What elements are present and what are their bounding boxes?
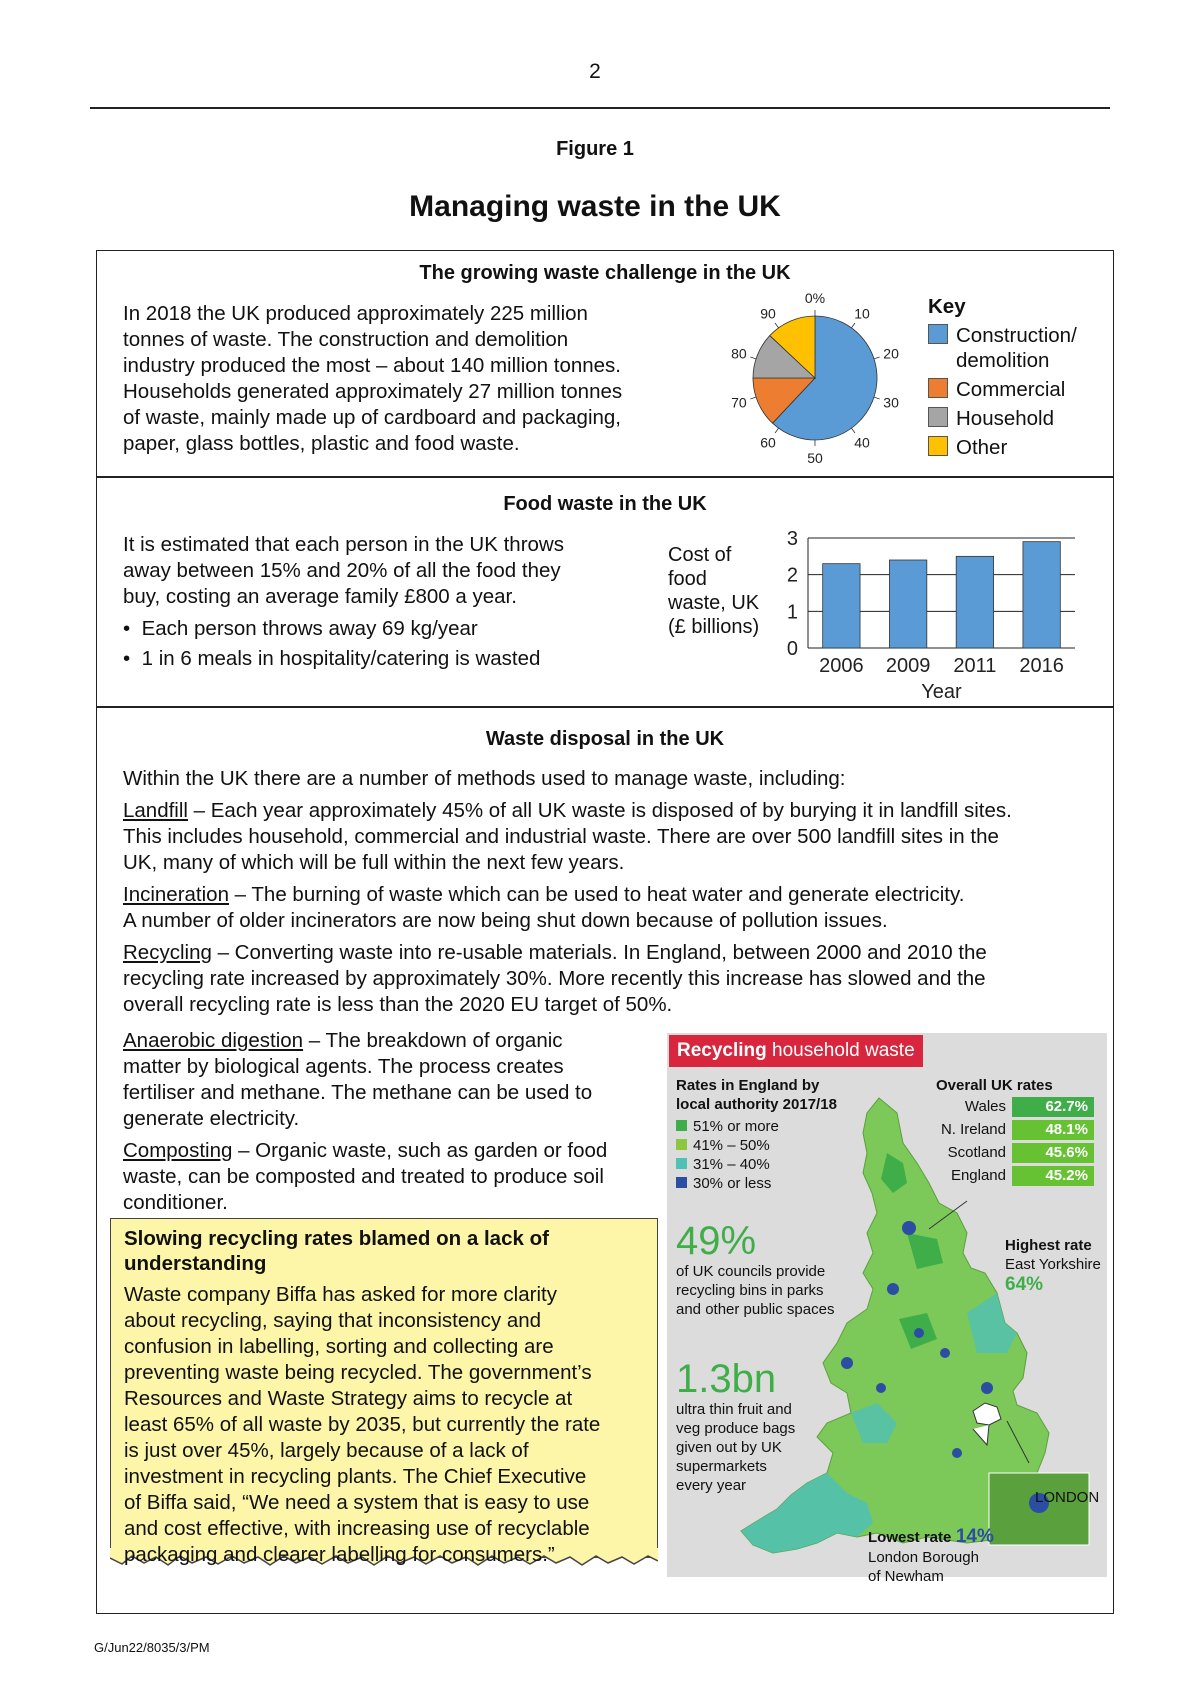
bar-xlabel: Year (921, 681, 962, 703)
pie-tick-label: 10 (854, 305, 870, 322)
key-swatch (928, 407, 948, 427)
stat-councils: 49% of UK councils provide recycling bins in parks and other public spaces (676, 1219, 835, 1318)
pie-tick-label: 70 (731, 394, 747, 411)
bar-2009 (889, 560, 926, 648)
pie-tick (750, 397, 756, 399)
pie-tick (775, 428, 779, 433)
pie-tick-label: 80 (731, 345, 747, 362)
section-divider (96, 476, 1114, 478)
pie-tick-label: 60 (760, 434, 776, 451)
footer-code: G/Jun22/8035/3/PM (94, 1640, 210, 1655)
legend-item: 41% – 50% (676, 1136, 876, 1155)
bar-ytick-label: 0 (786, 638, 798, 660)
lowest-rate: Lowest rate 14% London Borough of Newham (868, 1526, 994, 1585)
key-swatch (928, 436, 948, 456)
stat-produce-bags: 1.3bn ultra thin fruit and veg produce bags given out by UK supermarkets every year (676, 1357, 796, 1494)
pie-tick (874, 397, 880, 399)
key-title: Key (928, 295, 966, 318)
key-item-household: Household (928, 406, 1108, 431)
figure-label: Figure 1 (556, 138, 634, 160)
waste-disposal-text: Within the UK there are a number of methods used to manage waste, including: Landfill – Each year approximately 45% of all UK waste is disposed of by burying it in landfill sites. This includes household, commercial and industrial waste. There are over 500 landfill sites in the UK, many of which will be full within the next few years. Incineration – The burning of waste which can be used to heat water and generate electricity. A number of older incinerators are now being shut down because of pollution issues. Recycling – Converting waste into re-usable materials. In England, between 2000 and 2010 the recycling rate increased by approximately 30%. More recently this increase has slowed and the overall recycling rate is less than the 2020 EU target of 50%. (123, 766, 1103, 1018)
legend-item: 51% or more (676, 1117, 876, 1136)
bar-ytick-label: 1 (786, 601, 798, 624)
news-title: Slowing recycling rates blamed on a lack of understanding (124, 1227, 549, 1275)
pie-key (928, 295, 1108, 460)
bar-2011 (956, 556, 993, 648)
composting-paragraph: Composting – Organic waste, such as garden or food waste, can be composted and treated to produce soil conditioner. (123, 1139, 608, 1214)
pie-tick (874, 357, 880, 359)
food-waste-text: It is estimated that each person in the UK throws away between 15% and 20% of all the food they buy, costing an average family £800 a year. • Each person throws away 69 kg/year • 1 in 6 meals in hospitality/catering is wasted (123, 532, 603, 672)
waste-pie-chart (700, 290, 915, 480)
overall-uk-rates: Overall UK rates Wales 62.7% N. Ireland 48.1% Scotland 45.6% England 45.2% (900, 1076, 1100, 1187)
pie-tick (750, 357, 756, 359)
waste-challenge-text: In 2018 the UK produced approximately 225 million tonnes of waste. The construction and demolition industry produced the most – about 140 million tonnes. Households generated approximately 27 million tonnes of waste, mainly made up of cardboard and packaging, paper, glass bottles, plastic and food waste. (123, 302, 623, 455)
bar-xtick-label: 2009 (885, 655, 931, 677)
key-swatch (928, 378, 948, 398)
pie-tick-label: 40 (854, 434, 870, 451)
bar-xtick-label: 2011 (953, 655, 997, 677)
page-title: Managing waste in the UK (409, 190, 781, 223)
pie-tick-label: 90 (760, 305, 776, 322)
bullet-item: • 1 in 6 meals in hospitality/catering is wasted (123, 647, 541, 670)
rate-row-n-ireland: N. Ireland 48.1% (900, 1118, 1100, 1141)
pie-tick-label: 20 (883, 345, 899, 362)
section-heading-waste-challenge: The growing waste challenge in the UK (419, 262, 791, 284)
bar-xtick-label: 2006 (819, 655, 864, 677)
pie-tick-label: 50 (807, 450, 823, 466)
london-label: LONDON (1035, 1489, 1100, 1506)
pie-tick-label: 30 (883, 394, 899, 411)
highest-rate: Highest rate East Yorkshire 64% (1005, 1237, 1101, 1295)
key-item-construction: Construction/ demolition (928, 323, 1108, 373)
bar-ytick-label: 3 (786, 528, 798, 550)
top-rule (90, 107, 1110, 109)
legend-item: 31% – 40% (676, 1155, 876, 1174)
bullet-item: • Each person throws away 69 kg/year (123, 617, 478, 640)
pie-tick (851, 323, 855, 328)
legend-item: 30% or less (676, 1174, 876, 1193)
landfill-paragraph: Landfill – Each year approximately 45% of all UK waste is disposed of by burying it in landfill sites. This includes household, commercial and industrial waste. There are over 500 landfill sites in the UK, many of which will be full within the next few years. (123, 799, 1012, 874)
key-swatch (928, 324, 948, 344)
rates-legend: Rates in England by local authority 2017/18 51% or more 41% – 50% 31% – 40% 30% or less (676, 1076, 876, 1193)
food-waste-bar-chart (780, 528, 1090, 708)
rate-row-england: England 45.2% (900, 1164, 1100, 1187)
anaerobic-paragraph: Anaerobic digestion – The breakdown of organic matter by biological agents. The process creates fertiliser and methane. The methane can be used to generate electricity. (123, 1029, 593, 1130)
news-body: Waste company Biffa has asked for more clarity about recycling, saying that inconsistency and confusion in labelling, sorting and collecting are preventing waste being recycled. The government’s Resources and Waste Strategy aims to recycle at least 65% of all waste by 2035, but currently the rate is just over 45%, largely because of a lack of investment in recycling plants. The Chief Executive of Biffa said, “We need a system that is easy to use and cost effective, with increasing use of recyclable packaging and clearer labelling for consumers.” (124, 1283, 601, 1566)
rate-row-scotland: Scotland 45.6% (900, 1141, 1100, 1164)
bar-2006 (823, 564, 860, 648)
recycling-header: Recycling household waste (669, 1035, 923, 1067)
incineration-paragraph: Incineration – The burning of waste which can be used to heat water and generate electricity. A number of older incinerators are now being shut down because of pollution issues. (123, 883, 965, 932)
rate-row-wales: Wales 62.7% (900, 1095, 1100, 1118)
key-item-commercial: Commercial (928, 377, 1108, 402)
pie-tick (775, 323, 779, 328)
section-heading-food-waste: Food waste in the UK (503, 493, 707, 515)
key-item-other: Other (928, 435, 1108, 460)
pie-tick-label: 0% (804, 290, 826, 306)
recycling-paragraph: Recycling – Converting waste into re-usable materials. In England, between 2000 and 2010 the recycling rate increased by approximately 30%. More recently this increase has slowed and the overall recycling rate is less than the 2020 EU target of 50%. (123, 941, 987, 1016)
disposal-text-left (123, 1028, 663, 1216)
bar-chart-ylabel: Cost of food waste, UK (£ billions) (668, 544, 760, 638)
bar-2016 (1023, 542, 1060, 648)
page-number: 2 (589, 60, 601, 83)
section-heading-waste-disposal: Waste disposal in the UK (485, 728, 725, 750)
bar-xtick-label: 2016 (1019, 655, 1064, 677)
pie-tick (851, 428, 855, 433)
bar-ytick-label: 2 (786, 564, 798, 587)
